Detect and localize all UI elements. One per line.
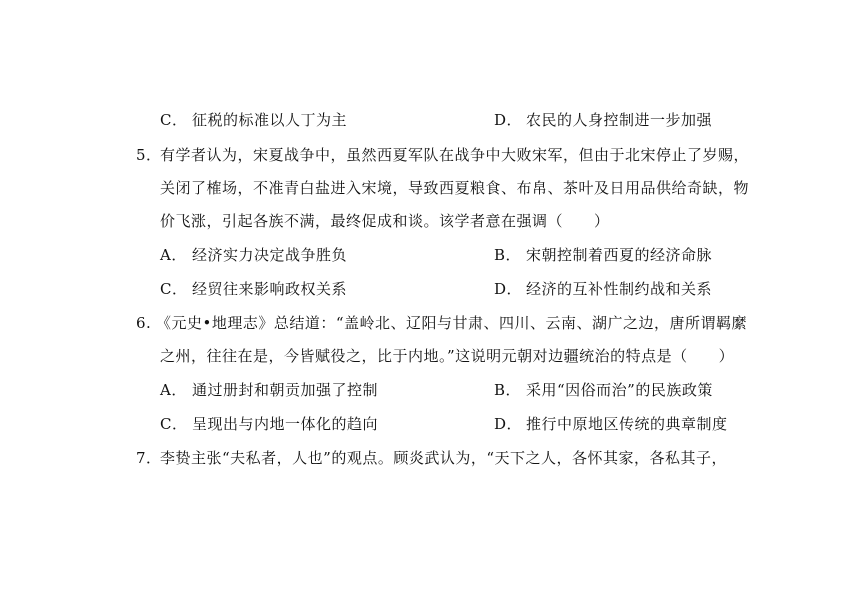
option-text: 农民的人身控制进一步加强	[526, 111, 713, 129]
question-number: 5．	[136, 146, 162, 164]
q4-option-d	[494, 110, 712, 130]
q6-option-d	[494, 414, 728, 434]
option-text: 征税的标准以人丁为主	[192, 111, 348, 129]
option-letter: D．	[494, 111, 523, 129]
option-letter: C．	[160, 280, 188, 298]
q5-option-d	[494, 279, 712, 299]
q5-option-a	[160, 245, 347, 265]
q7-stem-line-1	[136, 448, 727, 468]
q5-stem-line-1	[136, 145, 749, 165]
option-letter: B．	[494, 381, 522, 399]
question-text: 有学者认为，宋夏战争中，虽然西夏军队在战争中大败宋军，但由于北宋停止了岁赐，	[160, 146, 750, 164]
option-letter: B．	[494, 246, 522, 264]
option-letter: C．	[160, 111, 188, 129]
q6-stem-line-2: 之州，往往在是，今皆赋役之，比于内地。”这说明元朝对边疆统治的特点是（ ）	[160, 347, 735, 365]
q5-stem-line-2: 关闭了榷场，不准青白盐进入宋境，导致西夏粮食、布帛、茶叶及日用品供给奇缺，物	[160, 179, 750, 197]
option-letter: D．	[494, 415, 523, 433]
q4-option-c	[160, 110, 347, 130]
option-letter: A．	[160, 381, 187, 399]
option-letter: D．	[494, 280, 523, 298]
option-text: 采用“因俗而治”的民族政策	[526, 381, 713, 399]
q6-option-b	[494, 380, 713, 400]
q5-option-c	[160, 279, 347, 299]
question-number: 6.	[136, 314, 152, 332]
question-text: 李贽主张“夫私者，人也”的观点。顾炎武认为，“天下之人，各怀其家，各私其子，	[160, 449, 728, 467]
question-number: 7．	[136, 449, 162, 467]
option-text: 经济的互补性制约战和关系	[526, 280, 713, 298]
option-text: 宋朝控制着西夏的经济命脉	[526, 246, 713, 264]
option-text: 经济实力决定战争胜负	[192, 246, 348, 264]
option-text: 通过册封和朝贡加强了控制	[192, 381, 379, 399]
q5-stem-line-3: 价飞涨，引起各族不满，最终促成和谈。该学者意在强调（ ）	[160, 212, 610, 230]
option-letter: A．	[160, 246, 187, 264]
question-text: 《元史•地理志》总结道：“盖岭北、辽阳与甘肃、四川、云南、湖广之边，唐所谓羁縻	[156, 314, 748, 332]
q5-option-b	[494, 245, 712, 265]
option-text: 推行中原地区传统的典章制度	[526, 415, 728, 433]
option-text: 呈现出与内地一体化的趋向	[192, 415, 379, 433]
q6-option-a	[160, 380, 378, 400]
q6-stem-line-1	[136, 313, 747, 333]
option-letter: C．	[160, 415, 188, 433]
option-text: 经贸往来影响政权关系	[192, 280, 348, 298]
q6-option-c	[160, 414, 378, 434]
